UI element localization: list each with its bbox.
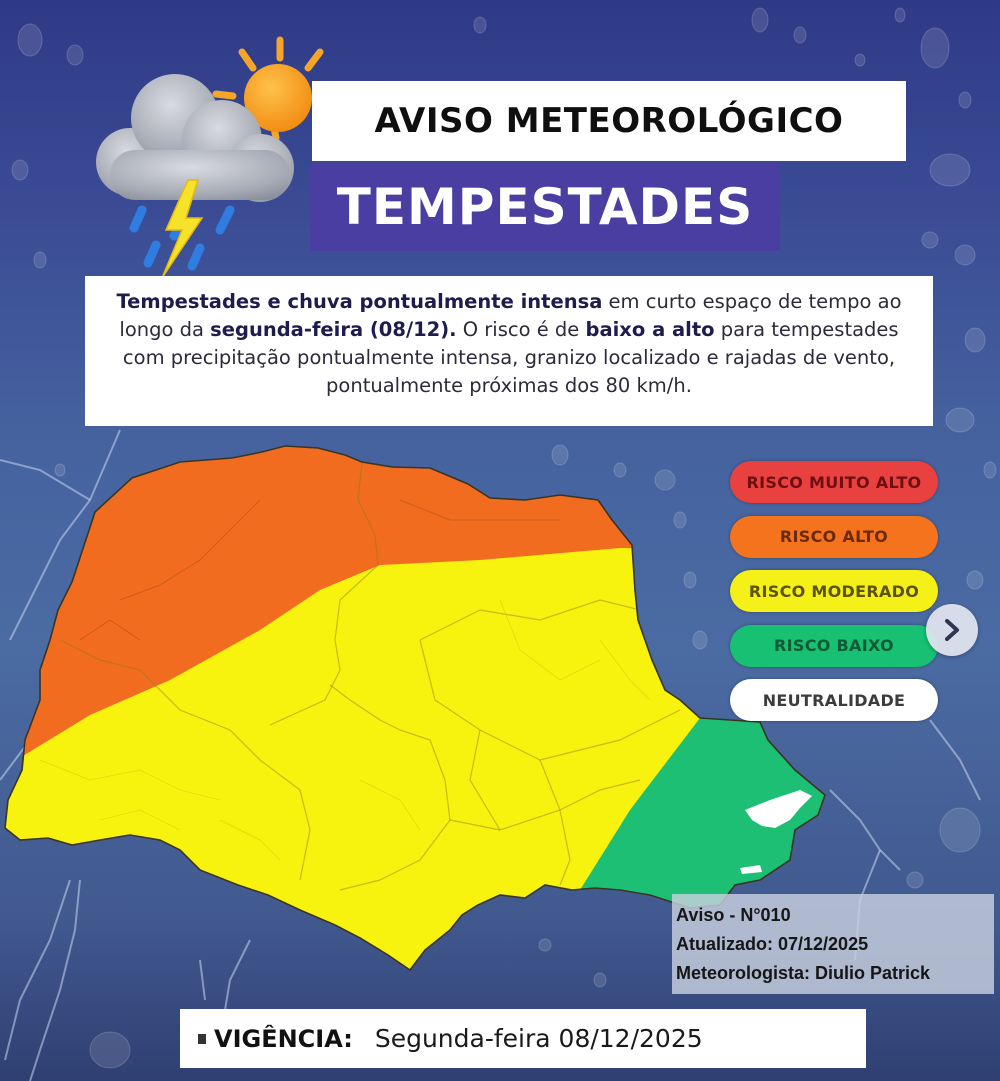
square-bullet-icon [198,1034,206,1044]
desc-segment: segunda-feira (08/12). [210,318,457,341]
validity-value: Segunda-feira 08/12/2025 [374,1024,703,1053]
legend-item-risco-moderado [730,570,938,612]
page-title: AVISO METEOROLÓGICO [374,101,844,141]
desc-segment: para tempestades com precipitação pontualmente intensa, granizo localizado e rajadas de vento, pontualmente próximas dos 80 km/h. [122,318,899,397]
desc-segment: O risco é de [456,318,586,341]
legend-label: RISCO MUITO ALTO [746,472,922,492]
alert-info-box [672,894,994,994]
alert-number: Aviso - N°010 [676,905,791,925]
meteorologist: Meteorologista: Diulio Patrick [676,963,931,983]
validity-bar [180,1009,866,1068]
legend-label: RISCO MODERADO [748,581,920,601]
updated-date: Atualizado: 07/12/2025 [676,934,869,954]
desc-segment: em curto espaço de tempo ao longo da [119,290,902,341]
alert-description [85,276,933,426]
legend-label: NEUTRALIDADE [762,690,906,710]
legend-item-risco-baixo [730,625,938,667]
validity-label: VIGÊNCIA: [214,1024,353,1053]
legend-item-neutralidade [730,679,938,721]
desc-segment: Tempestades e chuva pontualmente intensa [116,290,603,313]
desc-segment: baixo a alto [585,318,715,341]
risk-legend [730,461,938,734]
legend-label: RISCO BAIXO [774,636,894,655]
chevron-right-icon [942,618,962,642]
legend-item-risco-alto [730,516,938,558]
title-banner [312,81,906,161]
subtitle-banner [310,163,780,251]
legend-label: RISCO ALTO [779,527,889,546]
alert-type-title: TEMPESTADES [336,178,754,236]
legend-item-risco-muito-alto [730,461,938,503]
next-slide-button[interactable] [926,604,978,656]
